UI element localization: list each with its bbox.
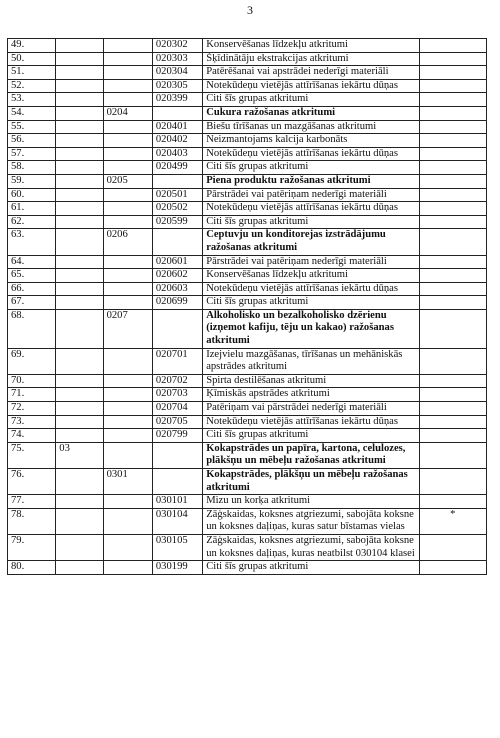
waste-code-cell — [152, 106, 202, 120]
waste-code-cell: 020599 — [152, 215, 202, 229]
subsection-code-cell — [103, 442, 152, 468]
table-row — [8, 269, 487, 283]
hazard-mark-cell — [419, 296, 486, 310]
description-cell: Konservēšanas līdzekļu atkritumi — [203, 269, 419, 283]
waste-code-cell: 020704 — [152, 402, 202, 416]
row-number-cell: 49. — [8, 39, 56, 53]
section-code-cell — [56, 534, 103, 560]
table-row — [8, 66, 487, 80]
subsection-code-cell — [103, 388, 152, 402]
table-row — [8, 120, 487, 134]
row-number-cell: 52. — [8, 79, 56, 93]
row-number-cell: 64. — [8, 255, 56, 269]
waste-code-cell: 020799 — [152, 429, 202, 443]
table-row — [8, 229, 487, 255]
section-code-cell — [56, 147, 103, 161]
row-number-cell: 67. — [8, 296, 56, 310]
hazard-mark-cell: * — [419, 508, 486, 534]
table-row — [8, 174, 487, 188]
section-code-cell — [56, 215, 103, 229]
table-row — [8, 561, 487, 575]
subsection-code-cell: 0204 — [103, 106, 152, 120]
table-row — [8, 402, 487, 416]
section-code-cell — [56, 202, 103, 216]
section-code-cell — [56, 374, 103, 388]
hazard-mark-cell — [419, 66, 486, 80]
section-code-cell — [56, 296, 103, 310]
hazard-mark-cell — [419, 106, 486, 120]
table-row — [8, 39, 487, 53]
subsection-code-cell — [103, 508, 152, 534]
waste-code-cell — [152, 442, 202, 468]
waste-code-cell: 020304 — [152, 66, 202, 80]
subsection-code-cell — [103, 188, 152, 202]
page-number: 3 — [247, 3, 253, 17]
description-cell: Spirta destilēšanas atkritumi — [203, 374, 419, 388]
table-row — [8, 215, 487, 229]
row-number-cell: 51. — [8, 66, 56, 80]
row-number-cell: 76. — [8, 469, 56, 495]
row-number-cell: 74. — [8, 429, 56, 443]
waste-code-cell: 020603 — [152, 282, 202, 296]
table-body — [8, 39, 487, 575]
row-number-cell: 63. — [8, 229, 56, 255]
row-number-cell: 73. — [8, 415, 56, 429]
hazard-mark-cell — [419, 402, 486, 416]
hazard-mark-cell — [419, 202, 486, 216]
waste-code-cell: 020305 — [152, 79, 202, 93]
row-number-cell: 68. — [8, 309, 56, 348]
hazard-mark-cell — [419, 174, 486, 188]
section-code-cell — [56, 415, 103, 429]
description-cell: Citi šīs grupas atkritumi — [203, 161, 419, 175]
waste-code-cell: 020703 — [152, 388, 202, 402]
description-cell: Piena produktu ražošanas atkritumi — [203, 174, 419, 188]
waste-code-cell: 020601 — [152, 255, 202, 269]
table-row — [8, 93, 487, 107]
description-cell: Zāģskaidas, koksnes atgriezumi, sabojāta koksne un koksnes daļiņas, kuras neatbilst 030104 klasei — [203, 534, 419, 560]
description-cell: Izejvielu mazgāšanas, tīrīšanas un mehāniskās apstrādes atkritumi — [203, 348, 419, 374]
table-row — [8, 469, 487, 495]
section-code-cell — [56, 388, 103, 402]
hazard-mark-cell — [419, 255, 486, 269]
row-number-cell: 56. — [8, 134, 56, 148]
hazard-mark-cell — [419, 52, 486, 66]
hazard-mark-cell — [419, 269, 486, 283]
description-cell: Notekūdeņu vietējās attīrīšanas iekārtu dūņas — [203, 202, 419, 216]
waste-code-cell: 020403 — [152, 147, 202, 161]
subsection-code-cell — [103, 66, 152, 80]
table-row — [8, 309, 487, 348]
hazard-mark-cell — [419, 442, 486, 468]
hazard-mark-cell — [419, 93, 486, 107]
section-code-cell — [56, 106, 103, 120]
description-cell: Alkoholisko un bezalkoholisko dzērienu (izņemot kafiju, tēju un kakao) ražošanas atkritumi — [203, 309, 419, 348]
subsection-code-cell — [103, 255, 152, 269]
row-number-cell: 58. — [8, 161, 56, 175]
table-row — [8, 282, 487, 296]
description-cell: Notekūdeņu vietējās attīrīšanas iekārtu dūņas — [203, 79, 419, 93]
row-number-cell: 71. — [8, 388, 56, 402]
description-cell: Zāģskaidas, koksnes atgriezumi, sabojāta koksne un koksnes daļiņas, kuras satur bīstamas vielas — [203, 508, 419, 534]
hazard-mark-cell — [419, 229, 486, 255]
hazard-mark-cell — [419, 215, 486, 229]
row-number-cell: 65. — [8, 269, 56, 283]
description-cell: Notekūdeņu vietējās attīrīšanas iekārtu dūņas — [203, 147, 419, 161]
subsection-code-cell — [103, 147, 152, 161]
description-cell: Citi šīs grupas atkritumi — [203, 429, 419, 443]
subsection-code-cell — [103, 282, 152, 296]
hazard-mark-cell — [419, 429, 486, 443]
subsection-code-cell — [103, 215, 152, 229]
row-number-cell: 77. — [8, 495, 56, 509]
waste-code-cell: 020402 — [152, 134, 202, 148]
hazard-mark-cell — [419, 39, 486, 53]
subsection-code-cell — [103, 269, 152, 283]
description-cell: Mizu un korķa atkritumi — [203, 495, 419, 509]
waste-code-cell: 020501 — [152, 188, 202, 202]
hazard-mark-cell — [419, 120, 486, 134]
table-row — [8, 429, 487, 443]
waste-code-cell: 020499 — [152, 161, 202, 175]
section-code-cell — [56, 188, 103, 202]
section-code-cell — [56, 269, 103, 283]
section-code-cell: 03 — [56, 442, 103, 468]
table-row — [8, 79, 487, 93]
subsection-code-cell — [103, 296, 152, 310]
description-cell: Kokapstrādes, plākšņu un mēbeļu ražošanas atkritumi — [203, 469, 419, 495]
hazard-mark-cell — [419, 282, 486, 296]
row-number-cell: 80. — [8, 561, 56, 575]
subsection-code-cell — [103, 402, 152, 416]
row-number-cell: 70. — [8, 374, 56, 388]
waste-classification-table — [7, 38, 487, 575]
subsection-code-cell — [103, 134, 152, 148]
hazard-mark-cell — [419, 534, 486, 560]
description-cell: Ceptuvju un konditorejas izstrādājumu ražošanas atkritumi — [203, 229, 419, 255]
table-row — [8, 52, 487, 66]
row-number-cell: 54. — [8, 106, 56, 120]
description-cell: Kokapstrādes un papīra, kartona, celulozes, plākšņu un mēbeļu ražošanas atkritumi — [203, 442, 419, 468]
description-cell: Citi šīs grupas atkritumi — [203, 93, 419, 107]
section-code-cell — [56, 93, 103, 107]
row-number-cell: 78. — [8, 508, 56, 534]
table-row — [8, 374, 487, 388]
subsection-code-cell — [103, 39, 152, 53]
hazard-mark-cell — [419, 79, 486, 93]
subsection-code-cell — [103, 495, 152, 509]
hazard-mark-cell — [419, 415, 486, 429]
table-row — [8, 147, 487, 161]
waste-code-cell: 020702 — [152, 374, 202, 388]
description-cell: Patēriņam vai pārstrādei nederīgi materiāli — [203, 402, 419, 416]
hazard-mark-cell — [419, 309, 486, 348]
row-number-cell: 53. — [8, 93, 56, 107]
description-cell: Citi šīs grupas atkritumi — [203, 215, 419, 229]
row-number-cell: 50. — [8, 52, 56, 66]
section-code-cell — [56, 255, 103, 269]
section-code-cell — [56, 429, 103, 443]
row-number-cell: 69. — [8, 348, 56, 374]
waste-code-cell: 030101 — [152, 495, 202, 509]
section-code-cell — [56, 348, 103, 374]
row-number-cell: 66. — [8, 282, 56, 296]
subsection-code-cell — [103, 202, 152, 216]
subsection-code-cell — [103, 120, 152, 134]
description-cell: Biešu tīrīšanas un mazgāšanas atkritumi — [203, 120, 419, 134]
waste-code-cell: 020502 — [152, 202, 202, 216]
row-number-cell: 57. — [8, 147, 56, 161]
table-row — [8, 534, 487, 560]
section-code-cell — [56, 469, 103, 495]
table-row — [8, 388, 487, 402]
waste-code-cell: 020699 — [152, 296, 202, 310]
row-number-cell: 59. — [8, 174, 56, 188]
table-row — [8, 296, 487, 310]
table-row — [8, 415, 487, 429]
section-code-cell — [56, 39, 103, 53]
waste-code-cell: 020705 — [152, 415, 202, 429]
description-cell: Notekūdeņu vietējās attīrīšanas iekārtu dūņas — [203, 415, 419, 429]
waste-code-cell: 020701 — [152, 348, 202, 374]
waste-code-cell — [152, 469, 202, 495]
subsection-code-cell — [103, 534, 152, 560]
subsection-code-cell — [103, 93, 152, 107]
waste-code-cell: 020302 — [152, 39, 202, 53]
table-row — [8, 202, 487, 216]
section-code-cell — [56, 134, 103, 148]
description-cell: Patērēšanai vai apstrādei nederīgi materiāli — [203, 66, 419, 80]
section-code-cell — [56, 495, 103, 509]
description-cell: Cukura ražošanas atkritumi — [203, 106, 419, 120]
waste-code-cell: 030199 — [152, 561, 202, 575]
section-code-cell — [56, 52, 103, 66]
row-number-cell: 61. — [8, 202, 56, 216]
table-row — [8, 161, 487, 175]
table-row — [8, 188, 487, 202]
waste-code-cell: 020401 — [152, 120, 202, 134]
section-code-cell — [56, 174, 103, 188]
row-number-cell: 72. — [8, 402, 56, 416]
subsection-code-cell: 0206 — [103, 229, 152, 255]
section-code-cell — [56, 508, 103, 534]
hazard-mark-cell — [419, 348, 486, 374]
hazard-mark-cell — [419, 495, 486, 509]
description-cell: Citi šīs grupas atkritumi — [203, 561, 419, 575]
section-code-cell — [56, 161, 103, 175]
section-code-cell — [56, 120, 103, 134]
table-row — [8, 508, 487, 534]
hazard-mark-cell — [419, 374, 486, 388]
description-cell: Šķīdinātāju ekstrakcijas atkritumi — [203, 52, 419, 66]
subsection-code-cell — [103, 52, 152, 66]
waste-code-cell: 030104 — [152, 508, 202, 534]
subsection-code-cell — [103, 161, 152, 175]
section-code-cell — [56, 309, 103, 348]
subsection-code-cell: 0205 — [103, 174, 152, 188]
hazard-mark-cell — [419, 561, 486, 575]
description-cell: Pārstrādei vai patēriņam nederīgi materiāli — [203, 188, 419, 202]
waste-code-cell — [152, 229, 202, 255]
table-row — [8, 348, 487, 374]
hazard-mark-cell — [419, 147, 486, 161]
hazard-mark-cell — [419, 161, 486, 175]
description-cell: Konservēšanas līdzekļu atkritumi — [203, 39, 419, 53]
subsection-code-cell — [103, 348, 152, 374]
section-code-cell — [56, 66, 103, 80]
section-code-cell — [56, 561, 103, 575]
waste-code-cell: 030105 — [152, 534, 202, 560]
row-number-cell: 55. — [8, 120, 56, 134]
waste-code-cell — [152, 309, 202, 348]
description-cell: Citi šīs grupas atkritumi — [203, 296, 419, 310]
table-row — [8, 106, 487, 120]
description-cell: Pārstrādei vai patēriņam nederīgi materiāli — [203, 255, 419, 269]
hazard-mark-cell — [419, 134, 486, 148]
subsection-code-cell — [103, 415, 152, 429]
hazard-mark-cell — [419, 388, 486, 402]
subsection-code-cell — [103, 374, 152, 388]
table-row — [8, 255, 487, 269]
hazard-mark-cell — [419, 469, 486, 495]
subsection-code-cell: 0207 — [103, 309, 152, 348]
description-cell: Notekūdeņu vietējās attīrīšanas iekārtu dūņas — [203, 282, 419, 296]
description-cell: Ķīmiskās apstrādes atkritumi — [203, 388, 419, 402]
waste-code-cell: 020399 — [152, 93, 202, 107]
section-code-cell — [56, 282, 103, 296]
waste-code-cell: 020602 — [152, 269, 202, 283]
section-code-cell — [56, 402, 103, 416]
subsection-code-cell — [103, 79, 152, 93]
hazard-mark-cell — [419, 188, 486, 202]
subsection-code-cell: 0301 — [103, 469, 152, 495]
waste-code-cell — [152, 174, 202, 188]
row-number-cell: 79. — [8, 534, 56, 560]
row-number-cell: 75. — [8, 442, 56, 468]
waste-code-cell: 020303 — [152, 52, 202, 66]
table-row — [8, 442, 487, 468]
section-code-cell — [56, 79, 103, 93]
row-number-cell: 62. — [8, 215, 56, 229]
subsection-code-cell — [103, 429, 152, 443]
description-cell: Neizmantojams kalcija karbonāts — [203, 134, 419, 148]
section-code-cell — [56, 229, 103, 255]
subsection-code-cell — [103, 561, 152, 575]
row-number-cell: 60. — [8, 188, 56, 202]
table-row — [8, 134, 487, 148]
table-row — [8, 495, 487, 509]
